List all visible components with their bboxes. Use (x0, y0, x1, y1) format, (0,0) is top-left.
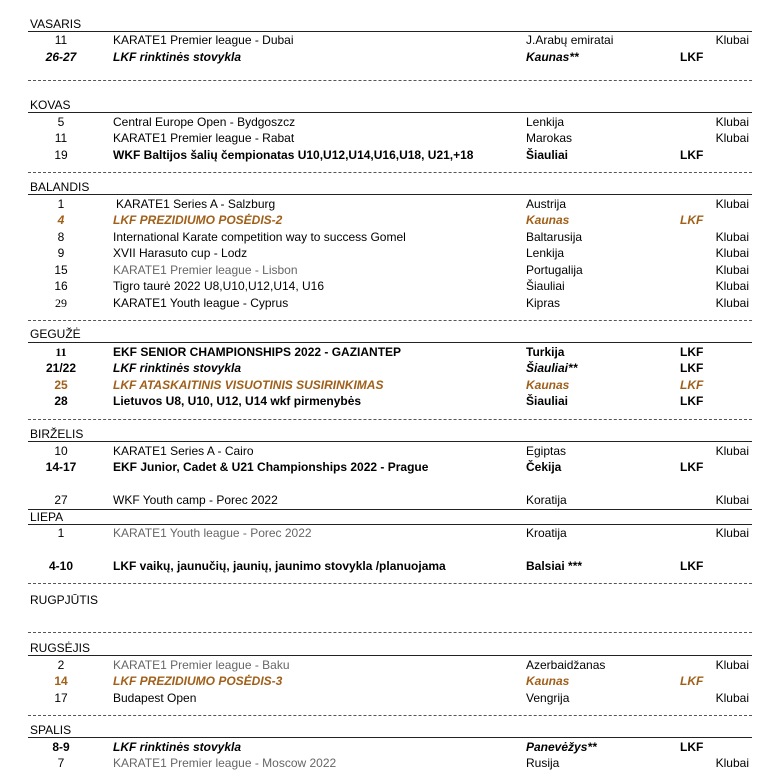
event-participants: Klubai (715, 33, 749, 47)
month-header: SPALIS (30, 723, 72, 737)
event-date: 7 (57, 756, 65, 770)
event-place: Azerbaidžanas (526, 658, 606, 672)
event-name: LKF vaikų, jaunučių, jaunių, jaunimo stovykla /planuojama (113, 559, 446, 573)
month-divider (28, 112, 752, 113)
table-row (0, 739, 768, 755)
event-place: Marokas (526, 131, 573, 145)
event-name: KARATE1 Premier league - Moscow 2022 (113, 756, 337, 770)
event-name: EKF SENIOR CHAMPIONSHIPS 2022 - GAZIANTEP (113, 345, 402, 359)
event-date: 27 (54, 493, 68, 507)
event-place: J.Arabų emiratai (526, 33, 614, 47)
event-participants: Klubai (715, 493, 749, 507)
event-place: Portugalija (526, 263, 583, 277)
table-row (0, 393, 768, 409)
event-name: EKF Junior, Cadet & U21 Championships 2022 - Prague (113, 460, 429, 474)
event-place: Kaunas (526, 213, 570, 227)
table-row (0, 377, 768, 393)
event-name: XVII Harasuto cup - Lodz (113, 246, 248, 260)
event-date: 2 (57, 658, 65, 672)
month-header: GEGUŽĖ (30, 327, 81, 341)
event-organizer: LKF (680, 345, 704, 359)
table-row (0, 657, 768, 673)
table-row (0, 492, 768, 508)
event-organizer: LKF (680, 378, 704, 392)
month-header: LIEPA (30, 510, 64, 524)
event-date: 8-9 (52, 740, 70, 754)
event-date: 14-17 (45, 460, 77, 474)
table-row (0, 459, 768, 475)
event-date: 19 (54, 148, 68, 162)
event-place: Lenkija (526, 115, 565, 129)
event-place: Egiptas (526, 444, 567, 458)
section-divider (28, 583, 752, 584)
event-place: Koratija (526, 493, 567, 507)
table-row (0, 147, 768, 163)
table-row (0, 49, 768, 65)
month-header: KOVAS (30, 98, 71, 112)
event-organizer: LKF (680, 50, 704, 64)
event-date: 26-27 (45, 50, 77, 64)
month-header: RUGPJŪTIS (30, 593, 99, 607)
event-participants: Klubai (715, 115, 749, 129)
event-participants: Klubai (715, 279, 749, 293)
event-date: 1 (57, 197, 65, 211)
event-organizer: LKF (680, 674, 704, 688)
event-participants: Klubai (715, 756, 749, 770)
event-place: Šiauliai (526, 279, 565, 293)
event-organizer: LKF (680, 148, 704, 162)
month-divider (28, 737, 752, 738)
table-row (0, 229, 768, 245)
event-date: 9 (57, 246, 65, 260)
event-place: Šiauliai (526, 148, 569, 162)
section-divider (28, 715, 752, 716)
event-place: Šiauliai** (526, 361, 578, 375)
table-row (0, 262, 768, 278)
event-name: WKF Youth camp - Porec 2022 (113, 493, 278, 507)
event-organizer: LKF (680, 559, 704, 573)
event-place: Lenkija (526, 246, 565, 260)
event-date: 29 (55, 296, 67, 310)
event-name: LKF rinktinės stovykla (113, 740, 242, 754)
event-participants: Klubai (715, 246, 749, 260)
event-name: Central Europe Open - Bydgoszcz (113, 115, 296, 129)
event-date: 11 (55, 345, 67, 359)
section-divider (28, 632, 752, 633)
table-row (0, 32, 768, 48)
event-name: WKF Baltijos šalių čempionatas U10,U12,U14,U16,U18, U21,+18 (113, 148, 474, 162)
table-row (0, 212, 768, 228)
event-place: Austrija (526, 197, 567, 211)
event-name: LKF rinktinės stovykla (113, 361, 242, 375)
event-name: KARATE1 Premier league - Baku (113, 658, 290, 672)
event-place: Šiauliai (526, 394, 569, 408)
event-participants: Klubai (715, 658, 749, 672)
event-date: 8 (57, 230, 65, 244)
month-header: BIRŽELIS (30, 427, 84, 441)
event-participants: Klubai (715, 691, 749, 705)
event-organizer: LKF (680, 740, 704, 754)
month-header: BALANDIS (30, 180, 90, 194)
table-row (0, 245, 768, 261)
month-divider (28, 342, 752, 343)
event-place: Kipras (526, 296, 561, 310)
event-place: Vengrija (526, 691, 570, 705)
event-name: Tigro taurė 2022 U8,U10,U12,U14, U16 (113, 279, 325, 293)
event-place: Balsiai *** (526, 559, 583, 573)
event-date: 1 (57, 526, 65, 540)
event-name: KARATE1 Premier league - Rabat (113, 131, 295, 145)
event-name: KARATE1 Youth league - Porec 2022 (113, 526, 312, 540)
event-participants: Klubai (715, 444, 749, 458)
table-row (0, 690, 768, 706)
event-date: 11 (54, 33, 68, 47)
event-name: KARATE1 Premier league - Dubai (113, 33, 294, 47)
month-divider (28, 655, 752, 656)
month-divider (28, 194, 752, 195)
event-place: Čekija (526, 460, 562, 474)
section-divider (28, 80, 752, 81)
event-place: Kaunas (526, 378, 570, 392)
event-place: Kaunas (526, 674, 570, 688)
event-date: 17 (54, 691, 68, 705)
event-participants: Klubai (715, 131, 749, 145)
month-divider (28, 441, 752, 442)
event-name: LKF PREZIDIUMO POSĖDIS-3 (113, 674, 283, 688)
table-row (0, 196, 768, 212)
event-name: LKF PREZIDIUMO POSĖDIS-2 (113, 213, 283, 227)
event-name: Budapest Open (113, 691, 197, 705)
month-divider (28, 509, 752, 510)
event-place: Rusija (526, 756, 560, 770)
event-organizer: LKF (680, 460, 704, 474)
table-row (0, 558, 768, 574)
month-header: VASARIS (30, 17, 82, 31)
event-organizer: LKF (680, 213, 704, 227)
event-name: LKF rinktinės stovykla (113, 50, 242, 64)
table-row (0, 525, 768, 541)
event-date: 14 (54, 674, 68, 688)
event-participants: Klubai (715, 263, 749, 277)
event-participants: Klubai (715, 197, 749, 211)
month-header: RUGSĖJIS (30, 641, 91, 655)
event-organizer: LKF (680, 394, 704, 408)
event-place: Kaunas** (526, 50, 579, 64)
event-date: 15 (54, 263, 68, 277)
table-row (0, 360, 768, 376)
event-date: 16 (54, 279, 68, 293)
event-name: KARATE1 Series A - Salzburg (116, 197, 276, 211)
event-name: KARATE1 Premier league - Lisbon (113, 263, 298, 277)
table-row (0, 755, 768, 771)
event-place: Baltarusija (526, 230, 583, 244)
event-date: 5 (57, 115, 65, 129)
event-name: Lietuvos U8, U10, U12, U14 wkf pirmenybės (113, 394, 362, 408)
event-place: Kroatija (526, 526, 567, 540)
section-divider (28, 320, 752, 321)
table-row (0, 114, 768, 130)
event-organizer: LKF (680, 361, 704, 375)
table-row (0, 130, 768, 146)
event-participants: Klubai (715, 296, 749, 310)
table-row (0, 443, 768, 459)
event-date: 4 (57, 213, 65, 227)
table-row (0, 344, 768, 360)
table-row (0, 278, 768, 294)
event-name: KARATE1 Youth league - Cyprus (113, 296, 289, 310)
event-date: 28 (54, 394, 68, 408)
event-name: LKF ATASKAITINIS VISUOTINIS SUSIRINKIMAS (113, 378, 384, 392)
event-place: Turkija (526, 345, 565, 359)
event-date: 10 (54, 444, 68, 458)
event-date: 25 (54, 378, 68, 392)
table-row (0, 295, 768, 311)
event-name: KARATE1 Series A - Cairo (113, 444, 254, 458)
table-row (0, 673, 768, 689)
section-divider (28, 172, 752, 173)
section-divider (28, 419, 752, 420)
event-participants: Klubai (715, 230, 749, 244)
event-participants: Klubai (715, 526, 749, 540)
event-date: 21/22 (45, 361, 77, 375)
event-date: 4-10 (48, 559, 74, 573)
event-name: International Karate competition way to success Gomel (113, 230, 406, 244)
event-place: Panevėžys** (526, 740, 597, 754)
event-date: 11 (54, 131, 68, 145)
